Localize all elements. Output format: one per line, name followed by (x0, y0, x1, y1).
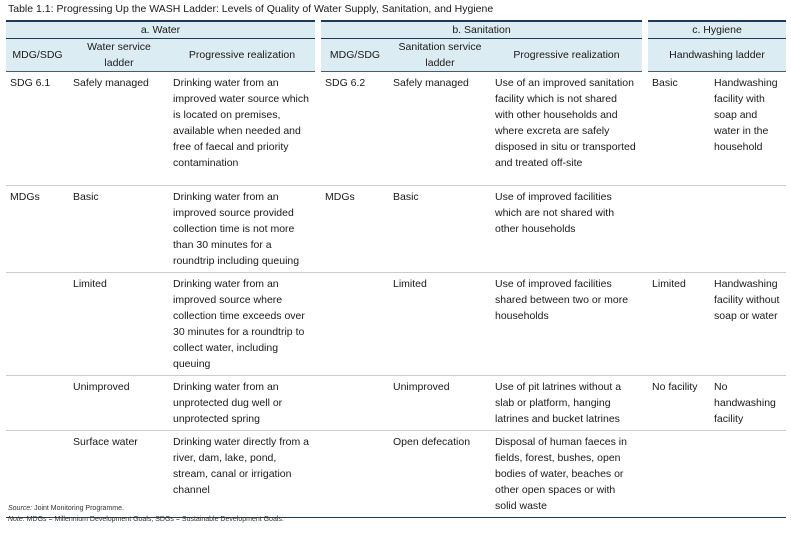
source-note (8, 505, 124, 512)
group-header-water: a. Water (6, 21, 315, 39)
cell-san-mdg: MDGs (321, 186, 389, 273)
cell-san-desc: Use of improved facilities shared between two or more households (491, 273, 642, 376)
cell-san-mdg: SDG 6.2 (321, 72, 389, 186)
note-label: Note: (8, 516, 25, 523)
cell-water-desc: Drinking water from an improved source where collection time exceeds over 30 minutes for a roundtrip to collect water, including queuing (169, 273, 315, 376)
cell-water-mdg (6, 376, 69, 431)
cell-water-level: Basic (69, 186, 169, 273)
group-header-hygiene: c. Hygiene (648, 21, 786, 39)
cell-san-mdg (321, 431, 389, 518)
table-row (6, 376, 786, 431)
cell-hygiene-level (648, 431, 710, 518)
col-header-hygiene-ladder: Handwashing ladder (648, 39, 786, 72)
cell-water-mdg (6, 273, 69, 376)
col-header-water-mdg: MDG/SDG (6, 39, 69, 72)
cell-hygiene-desc: Handwashing facility without soap or water (710, 273, 786, 376)
cell-water-mdg: MDGs (6, 186, 69, 273)
cell-san-desc: Disposal of human faeces in fields, forest, bushes, open bodies of water, beaches or other open spaces or with solid waste (491, 431, 642, 518)
cell-hygiene-desc (710, 431, 786, 518)
cell-san-level: Basic (389, 186, 491, 273)
cell-water-mdg: SDG 6.1 (6, 72, 69, 186)
source-text: Joint Monitoring Programme. (32, 505, 124, 512)
cell-san-desc: Use of an improved sanitation facility which is not shared with other households and where excreta are safely disposed in situ or transported and treated off-site (491, 72, 642, 186)
source-label: Source: (8, 505, 33, 512)
cell-hygiene-desc (710, 186, 786, 273)
cell-hygiene-desc: Handwashing facility with soap and water in the household (710, 72, 786, 186)
wash-ladder-table (6, 20, 786, 518)
cell-water-level: Safely managed (69, 72, 169, 186)
cell-san-desc: Use of pit latrines without a slab or platform, hanging latrines and bucket latrines (491, 376, 642, 431)
cell-san-mdg (321, 273, 389, 376)
cell-hygiene-desc: No handwashing facility (710, 376, 786, 431)
col-header-water-progress: Progressive realization (169, 39, 315, 72)
cell-hygiene-level: Basic (648, 72, 710, 186)
cell-water-desc: Drinking water from an unprotected dug well or unprotected spring (169, 376, 315, 431)
group-header-sanitation: b. Sanitation (321, 21, 642, 39)
col-header-san-progress: Progressive realization (491, 39, 642, 72)
col-header-san-ladder: Sanitation service ladder (389, 39, 491, 72)
cell-hygiene-level (648, 186, 710, 273)
cell-san-mdg (321, 376, 389, 431)
cell-san-level: Open defecation (389, 431, 491, 518)
note-text: MDGs = Millennium Development Goals; SDGs = Sustainable Development Goals. (24, 516, 284, 523)
cell-hygiene-level: No facility (648, 376, 710, 431)
table-row (6, 72, 786, 186)
cell-water-desc: Drinking water from an improved water source which is located on premises, available when needed and free of faecal and priority contamination (169, 72, 315, 186)
col-header-water-ladder: Water service ladder (69, 39, 169, 72)
cell-san-level: Limited (389, 273, 491, 376)
cell-water-level: Limited (69, 273, 169, 376)
cell-san-level: Unimproved (389, 376, 491, 431)
table-row (6, 273, 786, 376)
footnote (8, 516, 284, 523)
cell-hygiene-level: Limited (648, 273, 710, 376)
cell-water-level: Surface water (69, 431, 169, 518)
cell-water-level: Unimproved (69, 376, 169, 431)
cell-san-desc: Use of improved facilities which are not shared with other households (491, 186, 642, 273)
cell-water-desc: Drinking water from an improved source provided collection time is not more than 30 minutes for a roundtrip including queuing (169, 186, 315, 273)
cell-san-level: Safely managed (389, 72, 491, 186)
table-row (6, 186, 786, 273)
table-body (6, 72, 786, 518)
cell-water-desc: Drinking water directly from a river, dam, lake, pond, stream, canal or irrigation channel (169, 431, 315, 518)
col-header-san-mdg: MDG/SDG (321, 39, 389, 72)
table-title: Table 1.1: Progressing Up the WASH Ladder: Levels of Quality of Water Supply, Sanitation, and Hygiene (8, 3, 494, 15)
